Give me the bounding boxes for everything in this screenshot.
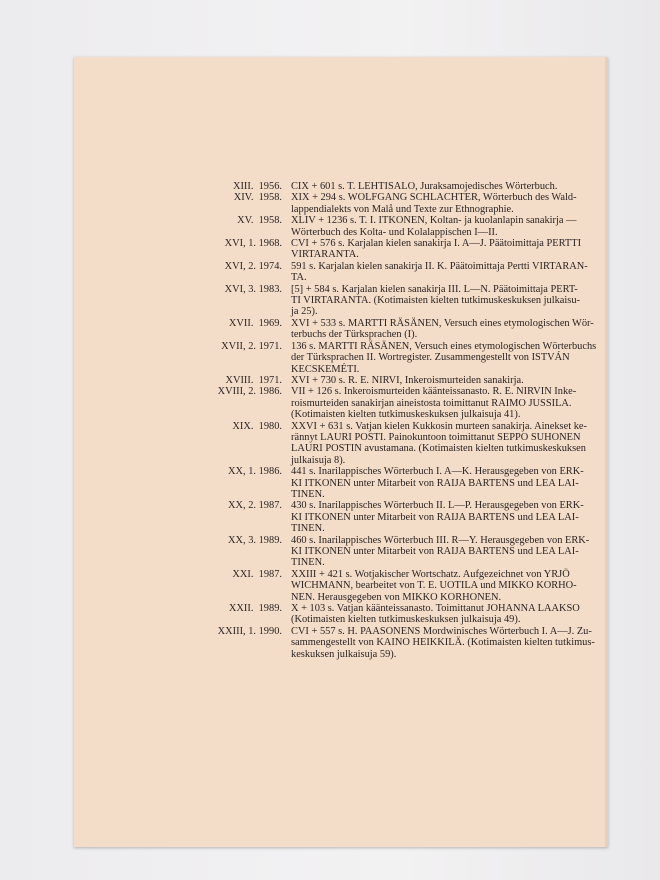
description-line: rännyt LAURI POSTI. Painokuntoon toimittanut SEPPO SUHONEN: [291, 431, 581, 443]
volume-number: XIX. 1980.: [232, 420, 282, 432]
volume-number: XVIII. 1971.: [225, 374, 282, 386]
volume-number: XIII. 1956.: [232, 181, 282, 192]
list-item: [190, 535, 630, 569]
description-line: TINEN.: [291, 557, 325, 569]
volume-description: [291, 238, 630, 261]
volume-description: [291, 284, 630, 318]
volume-number: XXIII, 1. 1990.: [217, 625, 282, 637]
description-line: NEN. Herausgegeben von MIKKO KORHONEN.: [291, 591, 502, 603]
description-line: XXVI + 631 s. Vatjan kielen Kukkosin murteen sanakirja. Ainekset ke-: [291, 420, 587, 432]
description-line: terbuchs der Türksprachen (I).: [291, 329, 418, 341]
description-line: KI ITKONEN unter Mitarbeit von RAIJA BARTENS und LEA LAI-: [291, 546, 579, 557]
description-line: XVI + 533 s. MARTTI RÄSÄNEN, Versuch eines etymologischen Wör-: [291, 317, 594, 329]
description-line: (Kotimaisten kielten tutkimuskeskuksen julkaisuja 49).: [291, 614, 521, 626]
description-line: CVI + 576 s. Karjalan kielen sanakirja I. A—J. Päätoimittaja PERTTI: [291, 238, 582, 250]
description-line: LAURI POSTIN avustamana. (Kotimaisten kielten tutkimuskeskuksen: [291, 443, 586, 455]
volume-number: XVI, 3. 1983.: [224, 283, 282, 295]
list-item: [190, 626, 630, 660]
list-item: [190, 318, 630, 341]
list-item: [190, 375, 630, 386]
list-item: [190, 261, 630, 284]
description-line: WICHMANN, bearbeitet von T. E. UOTILA und MIKKO KORHO-: [291, 580, 577, 592]
description-line: X + 103 s. Vatjan käänteissanasto. Toimittanut JOHANNA LAAKSO: [291, 603, 580, 615]
description-line: XVI + 730 s. R. E. NIRVI, Inkeroismurteiden sanakirja.: [291, 374, 524, 386]
list-item: [190, 466, 630, 500]
volume-description: [291, 181, 630, 192]
volume-number: XXII. 1989.: [228, 603, 282, 615]
volume-description: [291, 192, 630, 215]
volume-number: XX, 2. 1987.: [228, 500, 282, 512]
list-item: [190, 386, 630, 420]
volume-description: [291, 375, 630, 386]
description-line: CIX + 601 s. T. LEHTISALO, Juraksamojedisches Wörterbuch.: [291, 181, 558, 192]
description-line: XXIII + 421 s. Wotjakischer Wortschatz. Aufgezeichnet von YRJÖ: [291, 568, 570, 580]
list-item: [190, 603, 630, 626]
volume-description: [291, 535, 630, 569]
description-line: XLIV + 1236 s. T. I. ITKONEN, Koltan- ja kuolanlapin sanakirja —: [291, 215, 577, 227]
description-line: sammengestellt von KAINO HEIKKILÄ. (Kotimaisten kielten tutkimus-: [291, 637, 595, 649]
description-line: 460 s. Inarilappisches Wörterbuch III. R—Y. Herausgegeben von ERK-: [291, 534, 590, 546]
description-line: VII + 126 s. Inkeroismurteiden käänteissanasto. R. E. NIRVIN Inke-: [291, 386, 577, 398]
description-line: [5] + 584 s. Karjalan kielen sanakirja III. L—N. Päätoimittaja PERT-: [291, 283, 578, 295]
list-item: [190, 341, 630, 375]
list-item: [190, 181, 630, 192]
book-back-cover: [74, 57, 608, 847]
list-item: [190, 284, 630, 318]
volume-description: [291, 318, 630, 341]
description-line: 591 s. Karjalan kielen sanakirja II. K. Päätoimittaja Pertti VIRTARAN-: [291, 260, 588, 272]
description-line: KECSKEMÉTI.: [291, 363, 360, 375]
description-line: CVI + 557 s. H. PAASONENS Mordwinisches Wörterbuch I. A—J. Zu-: [291, 625, 592, 637]
list-item: [190, 215, 630, 238]
description-line: VIRTARANTA.: [291, 249, 359, 261]
list-item: [190, 421, 630, 467]
description-line: TI VIRTARANTA. (Kotimaisten kielten tutkimuskeskuksen julkaisu-: [291, 295, 580, 307]
description-line: KI ITKONEN unter Mitarbeit von RAIJA BARTENS und LEA LAI-: [291, 511, 579, 523]
description-line: 441 s. Inarilappisches Wörterbuch I. A—K. Herausgegeben von ERK-: [291, 466, 584, 478]
description-line: XIX + 294 s. WOLFGANG SCHLACHTER, Wörterbuch des Wald-: [291, 192, 577, 204]
volume-description: [291, 603, 630, 626]
volume-description: [291, 626, 630, 660]
volume-description: [291, 261, 630, 284]
volume-description: [291, 466, 630, 500]
description-line: keskuksen julkaisuja 59).: [291, 648, 397, 660]
volume-number: XVI, 2. 1974.: [224, 260, 282, 272]
description-line: Wörterbuch des Kolta- und Kolalappischen I—II.: [291, 226, 498, 238]
description-line: KI ITKONEN unter Mitarbeit von RAIJA BARTENS und LEA LAI-: [291, 477, 579, 489]
list-item: [190, 569, 630, 603]
volume-description: [291, 500, 630, 534]
list-item: [190, 238, 630, 261]
list-item: [190, 500, 630, 534]
description-line: lappendialekts von Malå und Texte zur Ethnographie.: [291, 203, 514, 215]
volume-description: [291, 569, 630, 603]
list-item: [190, 192, 630, 215]
description-line: TINEN.: [291, 523, 325, 535]
volume-number: XV. 1958.: [237, 215, 282, 227]
description-line: TINEN.: [291, 488, 325, 500]
description-line: julkaisuja 8).: [291, 454, 346, 466]
description-line: der Türksprachen II. Wortregister. Zusammengestellt von ISTVÁN: [291, 352, 570, 364]
volume-number: XVII, 2. 1971.: [221, 340, 282, 352]
volume-number: XX, 1. 1986.: [228, 466, 282, 478]
volume-description: [291, 215, 630, 238]
volume-number: XVIII, 2. 1986.: [217, 386, 282, 398]
volume-description: [291, 341, 630, 375]
volume-list: [190, 181, 630, 660]
description-line: TA.: [291, 272, 307, 284]
volume-description: [291, 386, 630, 420]
description-line: 430 s. Inarilappisches Wörterbuch II. L—P. Herausgegeben von ERK-: [291, 500, 584, 512]
volume-number: XVI, 1. 1968.: [224, 238, 282, 250]
description-line: 136 s. MARTTI RÄSÄNEN, Versuch eines etymologischen Wörterbuchs: [291, 340, 597, 352]
volume-number: XXI. 1987.: [232, 568, 282, 580]
description-line: roismurteiden sanakirjan aineistosta toimittanut RAIMO JUSSILA.: [291, 397, 572, 409]
description-line: (Kotimaisten kielten tutkimuskeskuksen julkaisuja 41).: [291, 409, 521, 421]
description-line: ja 25).: [291, 306, 318, 318]
volume-number: XIV. 1958.: [233, 192, 282, 204]
volume-number: XVII. 1969.: [228, 317, 282, 329]
volume-number: XX, 3. 1989.: [228, 534, 282, 546]
volume-description: [291, 421, 630, 467]
